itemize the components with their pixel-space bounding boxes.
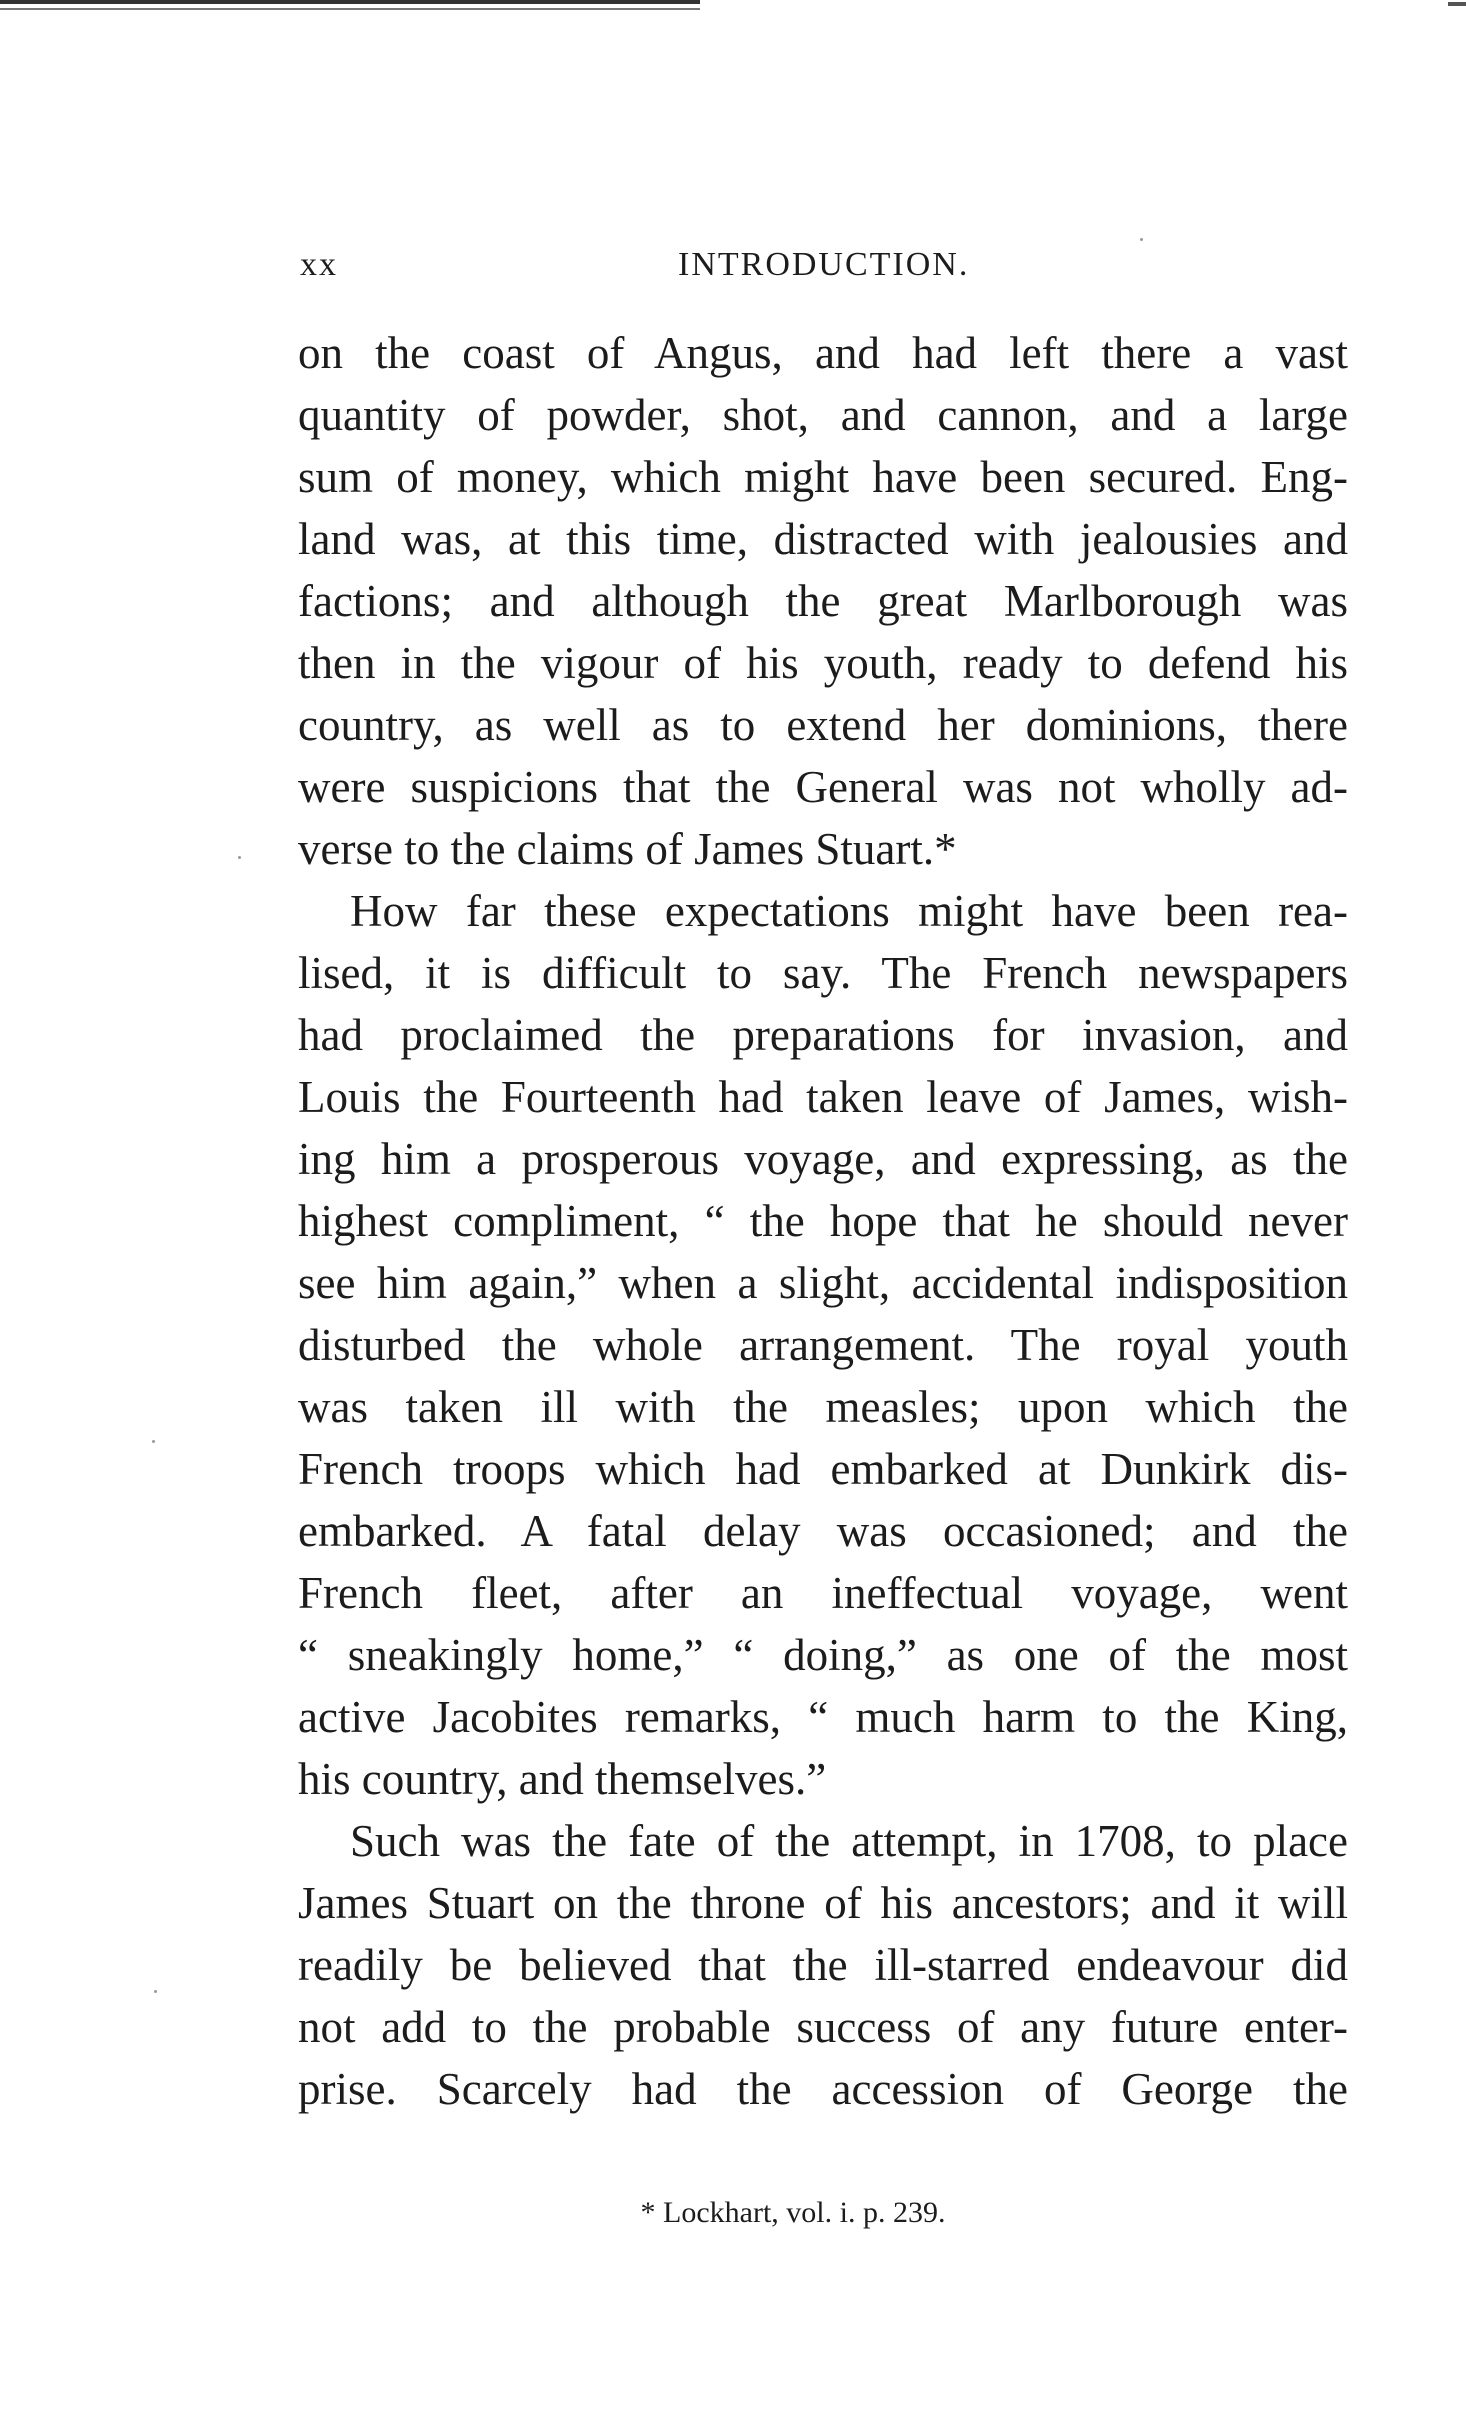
text-line: quantity of powder, shot, and cannon, and a large [298,390,1348,440]
text-line: lised, it is difficult to say. The French newspapers [298,948,1348,998]
page-number: xx [300,246,338,283]
text-line: Louis the Fourteenth had taken leave of James, wish- [298,1072,1348,1122]
paragraph [298,880,1348,1810]
text-line: sum of money, which might have been secured. Eng- [298,452,1348,502]
text-line: had proclaimed the preparations for invasion, and [298,1010,1348,1060]
edge-mark [1448,2,1466,6]
scan-speck [152,1440,155,1443]
scan-speck [238,856,241,859]
text-line: How far these expectations might have been rea- [350,886,1348,936]
text-line: verse to the claims of James Stuart.* [298,824,957,874]
text-line: his country, and themselves.” [298,1754,827,1804]
text-line: “ sneakingly home,” “ doing,” as one of the most [298,1630,1348,1680]
text-line: factions; and although the great Marlborough was [298,576,1348,626]
paragraph [298,1810,1348,2120]
text-line: French fleet, after an ineffectual voyage, went [298,1568,1348,1618]
paragraph [298,322,1348,880]
text-line: ing him a prosperous voyage, and expressing, as the [298,1134,1348,1184]
footnote: * Lockhart, vol. i. p. 239. [640,2196,946,2229]
text-line: embarked. A fatal delay was occasioned; and the [298,1506,1348,1556]
text-line: not add to the probable success of any future enter- [298,2002,1348,2052]
text-line: land was, at this time, distracted with jealousies and [298,514,1348,564]
text-line: see him again,” when a slight, accidental indisposition [298,1258,1348,1308]
text-line: James Stuart on the throne of his ancestors; and it will [298,1878,1348,1928]
text-line: highest compliment, “ the hope that he should never [298,1196,1348,1246]
text-line: were suspicions that the General was not wholly ad- [298,762,1348,812]
text-line: readily be believed that the ill-starred endeavour did [298,1940,1348,1990]
running-title: INTRODUCTION. [678,246,970,283]
text-line: French troops which had embarked at Dunkirk dis- [298,1444,1348,1494]
text-line: disturbed the whole arrangement. The royal youth [298,1320,1348,1370]
top-scan-rule [0,0,700,14]
text-line: prise. Scarcely had the accession of George the [298,2064,1348,2114]
text-line: Such was the fate of the attempt, in 1708, to place [350,1816,1348,1866]
body-text [298,322,1348,2120]
scan-speck [154,1990,157,1993]
running-header [300,246,1350,286]
text-line: then in the vigour of his youth, ready to defend his [298,638,1348,688]
text-line: active Jacobites remarks, “ much harm to the King, [298,1692,1348,1742]
text-line: country, as well as to extend her dominions, there [298,700,1348,750]
scan-speck [1140,238,1143,241]
text-line: on the coast of Angus, and had left there a vast [298,328,1348,378]
text-line: was taken ill with the measles; upon which the [298,1382,1348,1432]
